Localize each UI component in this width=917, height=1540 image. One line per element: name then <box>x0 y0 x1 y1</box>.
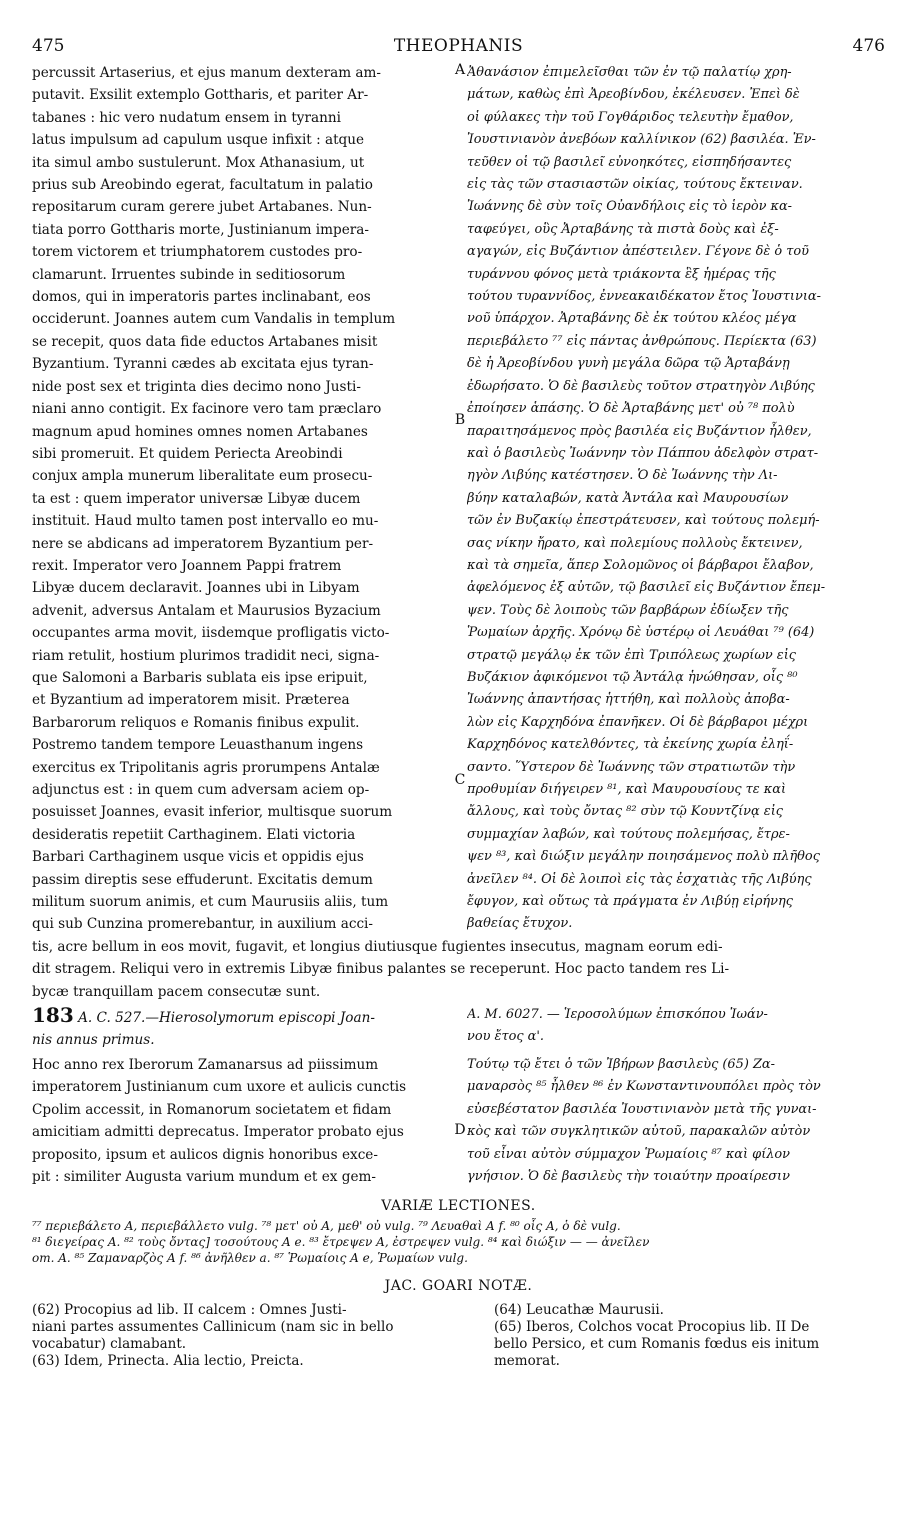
text-line: Byzantium. Tyranni cædes ab excitata ejus tyran- <box>32 356 374 373</box>
text-line: riam retulit, hostium plurimos tradidit neci, signa- <box>32 647 380 664</box>
page-title: THEOPHANIS <box>393 36 524 56</box>
text-line: οἱ φύλακες τὴν τοῦ Γογθάριδος τελευτὴν ἔμαθον, <box>467 109 794 125</box>
text-line: nide post sex et triginta dies decimo nono Justi- <box>32 378 361 395</box>
text-line: Ἰουστινιανὸν ἀνεβόων καλλίνικον (62) βασιλέα. Ἐν- <box>467 132 816 148</box>
text-line: μάτων, καθὼς ἐπὶ Ἀρεοβίνδου, ἐκέλευσεν. Ἐπεὶ δὲ <box>467 87 800 103</box>
text-line: posuisset Joannes, evasit inferior, multisque suorum <box>32 804 393 821</box>
text-line: λὼν εἰς Καρχηδόνα ἐπανῆκεν. Οἱ δὲ βάρβαροι μέχρι <box>467 714 809 730</box>
entry-head-latin-1: A. C. 527.—Hierosolymorum episcopi Joan- <box>78 1010 375 1026</box>
latin-column <box>32 62 452 936</box>
text-line: ἀφελόμενος ἐξ αὐτῶν, τῷ βασιλεῖ εἰς Βυζάντιον ἔπεμ- <box>467 580 826 596</box>
note-line: (63) Idem, Prinecta. Alia lectio, Preicta. <box>32 1353 304 1369</box>
text-line: ἄλλους, καὶ τοὺς ὄντας ⁸² σὺν τῷ Κουντζίνᾳ εἰς <box>467 804 783 820</box>
text-line: magnum apud homines omnes nomen Artabanes <box>32 423 368 440</box>
text-line: conjux ampla munerum liberalitate eum prosecu- <box>32 468 373 485</box>
text-line: tis, acre bellum in eos movit, fugavit, et longius diutiusque fugientes insecutus, magnam eorum edi- <box>32 939 723 955</box>
text-line: Libyæ ducem declaravit. Joannes ubi in Libyam <box>32 580 360 597</box>
text-line: εὐσεβέστατον βασιλέα Ἰουστινιανὸν μετὰ τῆς γυναι- <box>467 1101 817 1117</box>
note-line: niani partes assumentes Callinicum (nam sic in bello <box>32 1319 394 1335</box>
full-width-text <box>32 936 887 1003</box>
text-line: que Salomoni a Barbaris sublata eis ipse eripuit, <box>32 669 368 686</box>
text-line: συμμαχίαν λαβών, καὶ τούτους πολεμήσας, ἔτρε- <box>467 826 790 842</box>
text-line: percussit Artaserius, et ejus manum dexteram am- <box>32 65 381 81</box>
text-line: Barbari Carthaginem usque vicis et oppidis ejus <box>32 849 364 866</box>
text-line: Ἰωάννης ἀπαντήσας ἡττήθη, καὶ πολλοὺς ἀποβα- <box>467 692 790 708</box>
page-number-left: 475 <box>32 36 65 56</box>
variae-lectiones-title: VARIÆ LECTIONES. <box>381 1198 536 1214</box>
text-line: tiata porro Gottharis morte, Justinianum impera- <box>32 221 369 238</box>
variant-line: ⁷⁷ περιεβάλετο A, περιεβάλλετο vulg. ⁷⁸ μετ' οὐ A, μεθ' οὐ vulg. ⁷⁹ Λευαθαὶ A f. ⁸⁰ οἷς A, ὁ δὲ vulg. <box>32 1219 621 1233</box>
text-line: παραιτησάμενος πρὸς βασιλέα εἰς Βυζάντιον ἦλθεν, <box>467 423 812 439</box>
text-line: Barbarorum reliquos e Romanis finibus expulit. <box>32 714 360 731</box>
text-line: occiderunt. Joannes autem cum Vandalis in templum <box>32 311 396 328</box>
text-line: τεῦθεν οἱ τῷ βασιλεῖ εὐνοηκότες, εἰσπηδήσαντες <box>467 154 792 170</box>
text-line: passim direptis sese effuderunt. Excitatis demum <box>32 871 373 888</box>
text-line: Ἀθανάσιον ἐπιμελεῖσθαι τῶν ἐν τῷ παλατίῳ χρη- <box>467 65 792 80</box>
text-line: et Byzantium ad imperatorem misit. Præterea <box>32 692 350 709</box>
page-number-right: 476 <box>852 36 885 56</box>
text-line: dit stragem. Reliqui vero in extremis Libyæ finibus palantes se receperunt. Hoc pacto tandem res Li- <box>32 961 730 978</box>
text-line: rexit. Imperator vero Joannem Pappi fratrem <box>32 557 342 574</box>
marker-a: A <box>454 62 466 78</box>
text-line: νοῦ ὑπάρχον. Ἀρταβάνης δὲ ἐκ τούτου κλέος μέγα <box>467 311 797 327</box>
goari-notae-title: JAC. GOARI NOTÆ. <box>384 1278 533 1294</box>
text-line: advenit, adversus Antalam et Maurusios Byzacium <box>32 602 381 619</box>
marker-d: D <box>454 1122 466 1138</box>
text-line: amicitiam admitti deprecatus. Imperator probato ejus <box>32 1124 404 1141</box>
text-line: ηγὸν Λιβύης κατέστησεν. Ὁ δὲ Ἰωάννης τὴν Λι- <box>467 468 778 484</box>
text-line: τούτου τυραννίδος, ἐννεακαιδέκατον ἔτος Ἰουστινια- <box>467 289 821 305</box>
text-line: exercitus ex Tripolitanis agris prorumpens Antalæ <box>32 759 380 776</box>
text-line: Ἰωάννης δὲ σὺν τοῖς Οὐανδήλοις εἰς τὸ ἱερὸν κα- <box>467 199 793 215</box>
text-line: περιεβάλετο ⁷⁷ εἰς πάντας ἀνθρώπους. Περίεκτα (63) <box>467 333 817 349</box>
text-line: ψεν. Τοὺς δὲ λοιποὺς τῶν βαρβάρων ἐδίωξεν τῆς <box>467 602 789 618</box>
note-line: vocabatur) clamabant. <box>32 1336 187 1352</box>
text-line: στρατῷ μεγάλῳ ἐκ τῶν ἐπὶ Τριπόλεως χωρίων εἰς <box>467 647 796 663</box>
text-line: κὸς καὶ τῶν συγκλητικῶν αὐτοῦ, παρακαλῶν αὐτὸν <box>467 1124 811 1140</box>
entry-text-greek <box>467 1054 887 1188</box>
text-line: se recepit, quos data fide eductos Artabanes misit <box>32 333 378 350</box>
text-line: ἔφυγον, καὶ οὕτως τὰ πράγματα ἐν Λιβύῃ εἰρήνης <box>467 894 793 910</box>
text-line: clamarunt. Irruentes subinde in seditiosorum <box>32 266 346 283</box>
note-line: memorat. <box>494 1353 560 1369</box>
text-line: ἐδωρήσατο. Ὁ δὲ βασιλεὺς τοῦτον στρατηγὸν Λιβύης <box>467 378 815 394</box>
text-line: σαντο. Ὕστερον δὲ Ἰωάννης τῶν στρατιωτῶν τὴν <box>467 759 796 775</box>
text-line: ταφεύγει, οὓς Ἀρταβάνης τὰ πιστὰ δοὺς καὶ ἐξ- <box>467 221 779 237</box>
text-line: βαθείας ἔτυχον. <box>467 916 573 932</box>
text-line: Ῥωμαίων ἀρχῆς. Χρόνῳ δὲ ὑστέρῳ οἱ Λευάθαι ⁷⁹ (64) <box>467 625 815 641</box>
text-line: ψεν ⁸³, καὶ διώξιν μεγάλην ποιησάμενος πολὺ πλῆθος <box>467 849 820 865</box>
entry-text-latin <box>32 1054 452 1188</box>
text-line: ἐποίησεν ἁπάσης. Ὁ δὲ Ἀρταβάνης μετ' οὐ ⁷⁸ πολὺ <box>467 401 795 417</box>
text-line: pit : similiter Augusta varium mundum et ex gem- <box>32 1169 376 1186</box>
text-line: καὶ ὁ βασιλεὺς Ἰωάννην τὸν Πάππου ἀδελφὸν στρατ- <box>467 445 819 461</box>
text-line: torem victorem et triumphatorem custodes pro- <box>32 244 363 261</box>
entry-head-greek-1: A. M. 6027. — Ἱεροσολύμων ἐπισκόπου Ἰωάν- <box>467 1007 768 1022</box>
text-line: ita simul ambo sustulerunt. Mox Athanasium, ut <box>32 154 365 171</box>
text-line: προθυμίαν διήγειρεν ⁸¹, καὶ Μαυρουσίους τε καὶ <box>467 782 787 797</box>
text-line: proposito, ipsum et aulicos dignis honoribus exce- <box>32 1146 378 1163</box>
text-line: αγαγών, εἰς Βυζάντιον ἀπέστειλεν. Γέγονε δὲ ὁ τοῦ <box>467 244 810 260</box>
goari-notes-right <box>494 1302 887 1370</box>
text-line: qui sub Cunzina promerebantur, in auxilium acci- <box>32 916 373 933</box>
text-line: καὶ τὰ σημεῖα, ἅπερ Σολομῶνος οἱ βάρβαροι ἔλαβον, <box>467 557 814 573</box>
note-line: (62) Procopius ad lib. II calcem : Omnes Justi- <box>32 1302 347 1318</box>
text-line: Τούτῳ τῷ ἔτει ὁ τῶν Ἰβήρων βασιλεὺς (65) Ζα- <box>467 1057 775 1072</box>
entry-head-greek-2: νου ἔτος α'. <box>467 1029 545 1045</box>
entry-heading-greek <box>467 1004 887 1049</box>
text-line: occupantes arma movit, iisdemque profligatis victo- <box>32 625 390 642</box>
text-line: γνήσιον. Ὁ δὲ βασιλεὺς τὴν τοιαύτην προαίρεσιν <box>467 1169 790 1185</box>
text-line: bycæ tranquillam pacem consecutæ sunt. <box>32 983 321 1000</box>
text-line: instituit. Haud multo tamen post intervallo eo mu- <box>32 513 379 530</box>
variant-line: ⁸¹ διεγείρας A. ⁸² τοὺς ὄντας] τοσούτους A e. ⁸³ ἔτρεψεν A, ἐστρεψεν vulg. ⁸⁴ καὶ διώξιν — — ἀνεῖλεν <box>32 1235 650 1249</box>
text-line: tabanes : hic vero nudatum ensem in tyranni <box>32 109 341 126</box>
goari-notes-left <box>32 1302 452 1370</box>
running-head <box>32 36 885 60</box>
marker-c: C <box>454 772 466 788</box>
text-line: Καρχηδόνος κατελθόντες, τὰ ἐκείνης χωρία ἐληΐ- <box>467 737 794 753</box>
text-line: τοῦ εἶναι αὐτὸν σύμμαχον Ῥωμαίοις ⁸⁷ καὶ φίλον <box>467 1146 791 1162</box>
text-line: Postremo tandem tempore Leuasthanum ingens <box>32 737 364 754</box>
greek-column <box>467 62 887 936</box>
entry-head-latin-2: nis annus primus. <box>32 1032 155 1049</box>
note-line: (64) Leucathæ Maurusii. <box>494 1302 664 1318</box>
text-line: nere se abdicans ad imperatorem Byzantium per- <box>32 535 374 552</box>
note-line: bello Persico, et cum Romanis fœdus eis initum <box>494 1336 820 1352</box>
text-line: latus impulsum ad capulum usque infixit : atque <box>32 132 365 149</box>
text-line: desideratis repetiit Carthaginem. Elati victoria <box>32 826 356 843</box>
text-line: imperatorem Justinianum cum uxore et aulicis cunctis <box>32 1079 407 1096</box>
text-line: adjunctus est : in quem cum adversam aciem op- <box>32 782 370 798</box>
text-line: ἀνεῖλεν ⁸⁴. Οἱ δὲ λοιποὶ εἰς τὰς ἐσχατιὰς τῆς Λιβύης <box>467 871 812 887</box>
text-line: μαναρσὸς ⁸⁵ ἦλθεν ⁸⁶ ἐν Κωνσταντινουπόλει πρὸς τὸν <box>467 1079 821 1095</box>
text-line: ta est : quem imperator universæ Libyæ ducem <box>32 490 361 507</box>
text-line: Βυζάκιον ἀφικόμενοι τῷ Ἀντάλᾳ ἡνώθησαν, οἷς ⁸⁰ <box>467 669 798 685</box>
text-line: repositarum curam gerere jubet Artabanes. Nun- <box>32 199 372 216</box>
text-line: Cpolim accessit, in Romanorum societatem et fidam <box>32 1101 392 1118</box>
variant-line: om. A. ⁸⁵ Ζαμαναρζὸς A f. ⁸⁶ ἀνῆλθεν a. ⁸⁷ Ῥωμαίοις A e, Ῥωμαίων vulg. <box>32 1251 468 1265</box>
entry-number: 183 <box>32 1004 74 1027</box>
variae-lectiones-text <box>32 1218 887 1266</box>
text-line: δὲ ἡ Ἀρεοβίνδου γυνὴ μεγάλα δῶρα τῷ Ἀρταβάνῃ <box>467 356 790 372</box>
note-line: (65) Iberos, Colchos vocat Procopius lib. II De <box>494 1319 810 1335</box>
text-line: τυράννου φόνος μετὰ τριάκοντα ἓξ ἡμέρας τῆς <box>467 266 776 282</box>
text-line: βύην καταλαβών, κατὰ Ἀντάλα καὶ Μαυρουσίων <box>467 490 789 506</box>
text-line: putavit. Exsilit extemplo Gottharis, et pariter Ar- <box>32 87 369 104</box>
entry-heading-latin <box>32 1004 452 1052</box>
marker-b: B <box>454 412 466 428</box>
text-line: niani anno contigit. Ex facinore vero tam præclaro <box>32 401 382 418</box>
text-line: Hoc anno rex Iberorum Zamanarsus ad piissimum <box>32 1057 379 1073</box>
text-line: σας νίκην ἤρατο, καὶ πολεμίους πολλοὺς ἔκτεινεν, <box>467 535 803 551</box>
text-line: εἰς τὰς τῶν στασιαστῶν οἰκίας, τούτους ἔκτειναν. <box>467 177 803 193</box>
text-line: militum suorum animis, et cum Maurusiis aliis, tum <box>32 894 389 911</box>
text-line: prius sub Areobindo egerat, facultatum in palatio <box>32 177 373 194</box>
text-line: sibi promeruit. Et quidem Periecta Areobindi <box>32 445 343 462</box>
text-line: domos, qui in imperatoris partes inclinabant, eos <box>32 289 371 306</box>
text-line: τῶν ἐν Βυζακίῳ ἐπεστράτευσεν, καὶ τούτους πολεμή- <box>467 513 820 529</box>
